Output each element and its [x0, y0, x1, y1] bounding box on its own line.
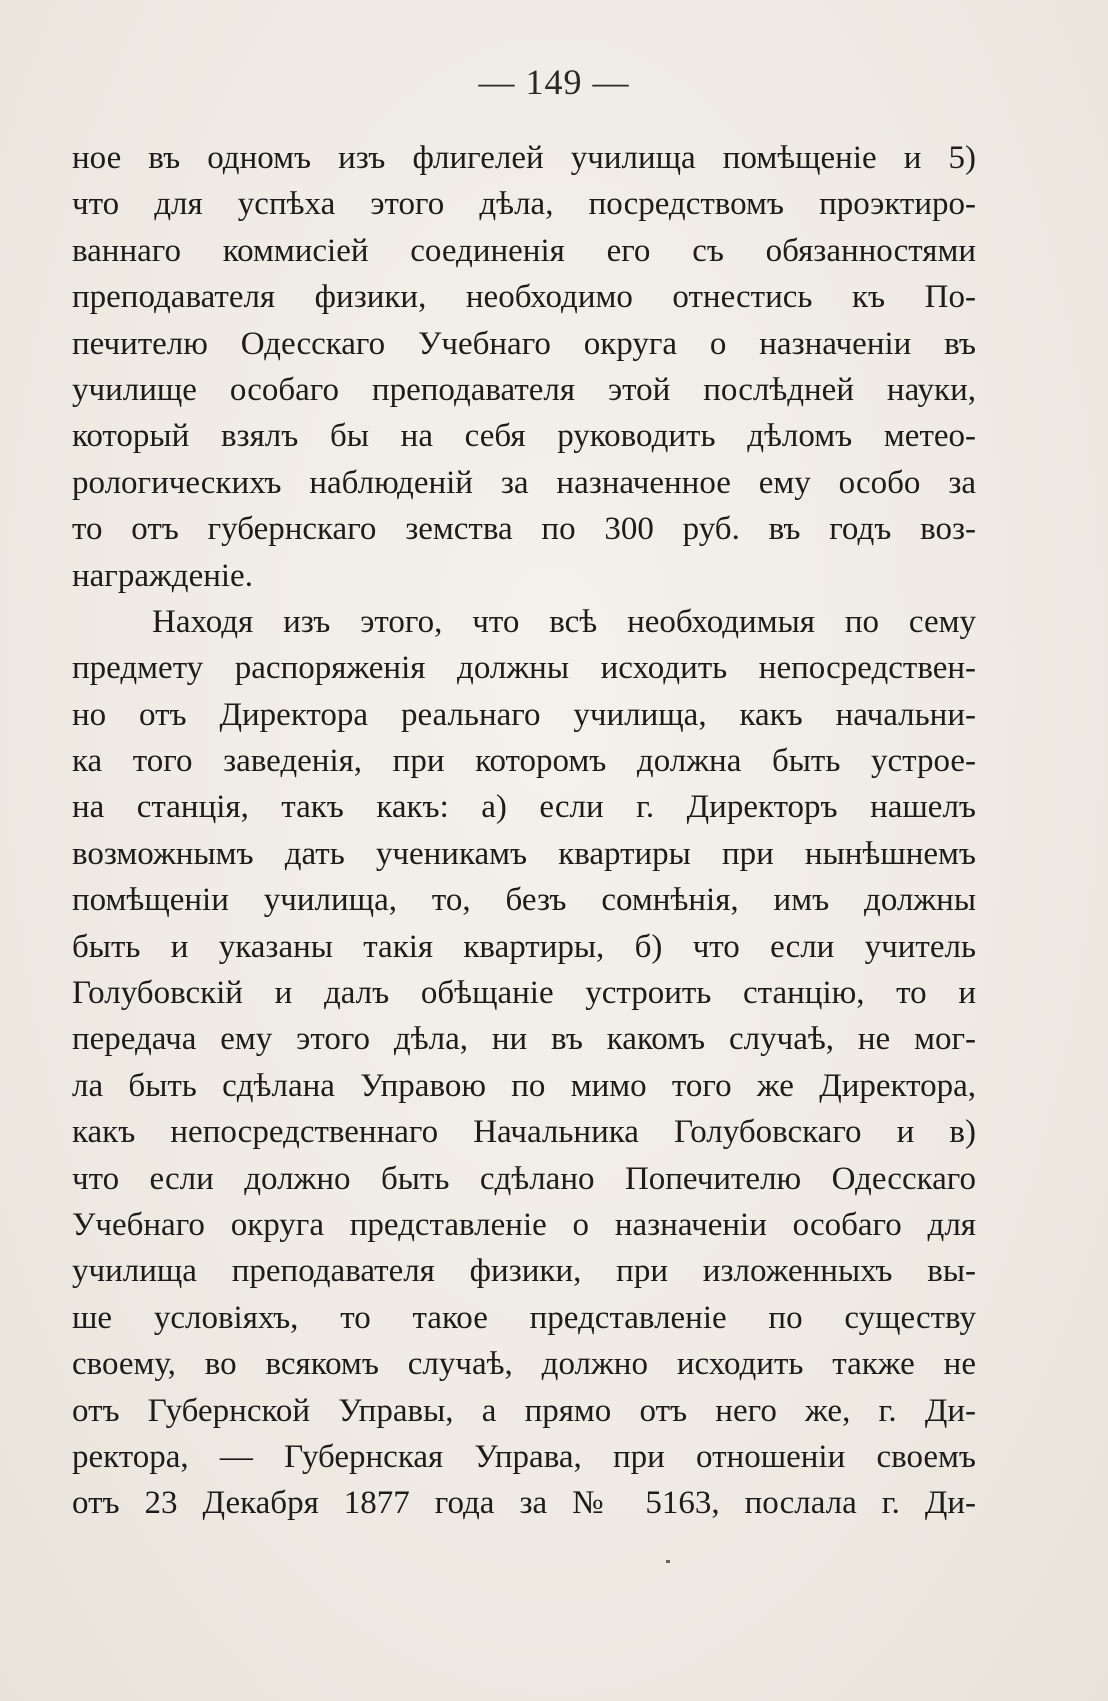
text-line: что если должно быть сдѣлано Попечителю Одесскаго [72, 1160, 976, 1197]
text-line: но отъ Директора реальнаго училища, какъ начальни- [72, 696, 976, 733]
text-line: преподавателя физики, необходимо отнестись къ По- [72, 279, 976, 316]
text-line: быть и указаны такія квартиры, б) что если учитель [72, 928, 976, 965]
text-line: Учебнаго округа представленіе о назначеніи особаго для [72, 1206, 976, 1243]
text-line: который взялъ бы на себя руководить дѣломъ метео- [72, 418, 976, 455]
text-line: какъ непосредственнаго Начальника Голубовскаго и в) [72, 1114, 976, 1151]
text-line: ше условіяхъ, то такое представленіе по существу [72, 1299, 976, 1336]
text-line: награжденіе. [72, 557, 253, 594]
text-line: Голубовскій и далъ обѣщаніе устроить станцію, то и [72, 975, 976, 1012]
text-line: ваннаго коммисіей соединенія его съ обязанностями [72, 232, 976, 269]
print-mark [666, 1560, 670, 1563]
text-line: предмету распоряженія должны исходить непосредствен- [72, 650, 976, 687]
text-line: рологическихъ наблюденій за назначенное ему особо за [72, 464, 976, 501]
text-line: отъ Губернской Управы, а прямо отъ него же, г. Ди- [72, 1392, 976, 1429]
paragraph-first-line: Находя изъ этого, что всѣ необходимыя по сему [152, 603, 976, 640]
body-text [72, 135, 976, 1527]
text-line: ка того заведенія, при которомъ должна быть устрое- [72, 743, 976, 780]
text-line: что для успѣха этого дѣла, посредствомъ проэктиро- [72, 186, 976, 223]
text-line: ное въ одномъ изъ флигелей училища помѣщеніе и 5) [72, 140, 976, 176]
text-line: ла быть сдѣлана Управою по мимо того же Директора, [72, 1067, 976, 1104]
page-number: — 149 — [478, 62, 630, 102]
text-line: училище особаго преподавателя этой послѣдней науки, [72, 371, 976, 408]
text-line: своему, во всякомъ случаѣ, должно исходить также не [72, 1346, 976, 1383]
text-line: возможнымъ дать ученикамъ квартиры при нынѣшнемъ [72, 835, 976, 872]
text-line: ректора, — Губернская Управа, при отношеніи своемъ [72, 1438, 976, 1475]
text-line: печителю Одесскаго Учебнаго округа о назначеніи въ [72, 325, 976, 362]
text-line: училища преподавателя физики, при изложенныхъ вы- [72, 1253, 976, 1290]
text-line: отъ 23 Декабря 1877 года за № 5163, послала г. Ди- [72, 1485, 976, 1522]
text-line: помѣщеніи училища, то, безъ сомнѣнія, имъ должны [72, 882, 976, 919]
text-line: то отъ губернскаго земства по 300 руб. въ годъ воз- [72, 511, 976, 548]
text-line: на станція, такъ какъ: а) если г. Директоръ нашелъ [72, 789, 976, 826]
text-line: передача ему этого дѣла, ни въ какомъ случаѣ, не мог- [72, 1021, 976, 1058]
